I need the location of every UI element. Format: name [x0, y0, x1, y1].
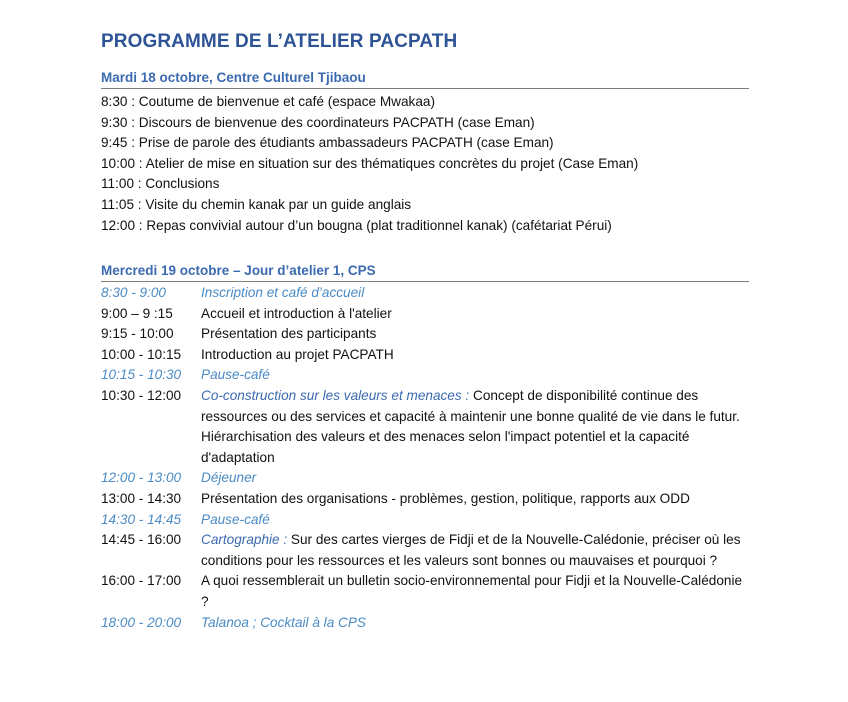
time-cell: 14:30 - 14:45 — [101, 511, 182, 527]
session-label: Co-construction sur les valeurs et menaces : — [201, 387, 470, 403]
desc-cell: Pause-café — [201, 367, 270, 383]
schedule-row — [101, 386, 761, 468]
time-cell: 18:00 - 20:00 — [101, 614, 182, 630]
time-cell: 10:15 - 10:30 — [101, 367, 182, 383]
desc-cell: Pause-café — [201, 511, 270, 527]
day2-schedule — [101, 283, 761, 633]
desc-cell: A quoi ressemblerait un bulletin socio-environnemental pour Fidji et la Nouvelle-Calédonie ? — [201, 573, 743, 609]
desc-cell: Introduction au projet PACPATH — [201, 346, 394, 362]
schedule-row — [101, 324, 761, 345]
day1-item: 12:00 : Repas convivial autour d’un bougna (plat traditionnel kanak) (cafétariat Pérui) — [101, 217, 612, 233]
schedule-row — [101, 365, 761, 386]
schedule-row — [101, 530, 761, 571]
day1-schedule — [101, 92, 761, 236]
schedule-row — [101, 613, 761, 634]
time-cell: 10:30 - 12:00 — [101, 387, 182, 403]
desc-cell — [201, 386, 749, 468]
desc-cell: Accueil et introduction à l'atelier — [201, 305, 392, 321]
desc-cell: Inscription et café d’accueil — [201, 285, 365, 300]
desc-cell: Déjeuner — [201, 470, 257, 486]
schedule-row — [101, 304, 761, 325]
schedule-row — [101, 468, 761, 489]
session-label: Cartographie : — [201, 532, 288, 548]
day2-heading: Mercredi 19 octobre – Jour d’atelier 1, CPS — [101, 262, 749, 282]
time-cell: 9:00 – 9 :15 — [101, 305, 173, 321]
schedule-row — [101, 489, 761, 510]
document-title: PROGRAMME DE L’ATELIER PACPATH — [101, 31, 458, 52]
time-cell: 8:30 - 9:00 — [101, 285, 166, 300]
day1-item: 9:45 : Prise de parole des étudiants ambassadeurs PACPATH (case Eman) — [101, 135, 554, 151]
time-cell: 10:00 - 10:15 — [101, 346, 182, 362]
day1-item: 11:05 : Visite du chemin kanak par un guide anglais — [101, 196, 412, 212]
desc-cell: Présentation des participants — [201, 326, 377, 342]
day1-item: 9:30 : Discours de bienvenue des coordinateurs PACPATH (case Eman) — [101, 114, 535, 130]
desc-cell: Talanoa ; Cocktail à la CPS — [201, 614, 366, 630]
schedule-row — [101, 571, 761, 612]
desc-cell — [201, 530, 749, 571]
schedule-row — [101, 283, 761, 304]
session-text: Concept de disponibilité continue des ressources ou des services et capacité à maintenir une bonne qualité de vie dans le futur. Hiérarchisation des valeurs et des menaces selon l'impact potentiel et la capacité d'adaptation — [201, 387, 740, 465]
schedule-row — [101, 345, 761, 366]
schedule-row — [101, 510, 761, 531]
time-cell: 13:00 - 14:30 — [101, 490, 182, 506]
time-cell: 12:00 - 13:00 — [101, 470, 182, 486]
day1-heading: Mardi 18 octobre, Centre Culturel Tjibaou — [101, 69, 749, 89]
session-text: Sur des cartes vierges de Fidji et de la Nouvelle-Calédonie, préciser où les conditions pour les ressources et les valeurs sont bonnes ou mauvaises et pourquoi ? — [201, 532, 741, 568]
desc-cell: Présentation des organisations - problèmes, gestion, politique, rapports aux ODD — [201, 490, 690, 506]
day1-item: 11:00 : Conclusions — [101, 176, 220, 192]
day1-item: 10:00 : Atelier de mise en situation sur des thématiques concrètes du projet (Case Eman) — [101, 155, 639, 171]
time-cell: 16:00 - 17:00 — [101, 573, 182, 589]
day1-item: 8:30 : Coutume de bienvenue et café (espace Mwakaa) — [101, 94, 436, 109]
time-cell: 9:15 - 10:00 — [101, 326, 174, 342]
time-cell: 14:45 - 16:00 — [101, 532, 182, 548]
